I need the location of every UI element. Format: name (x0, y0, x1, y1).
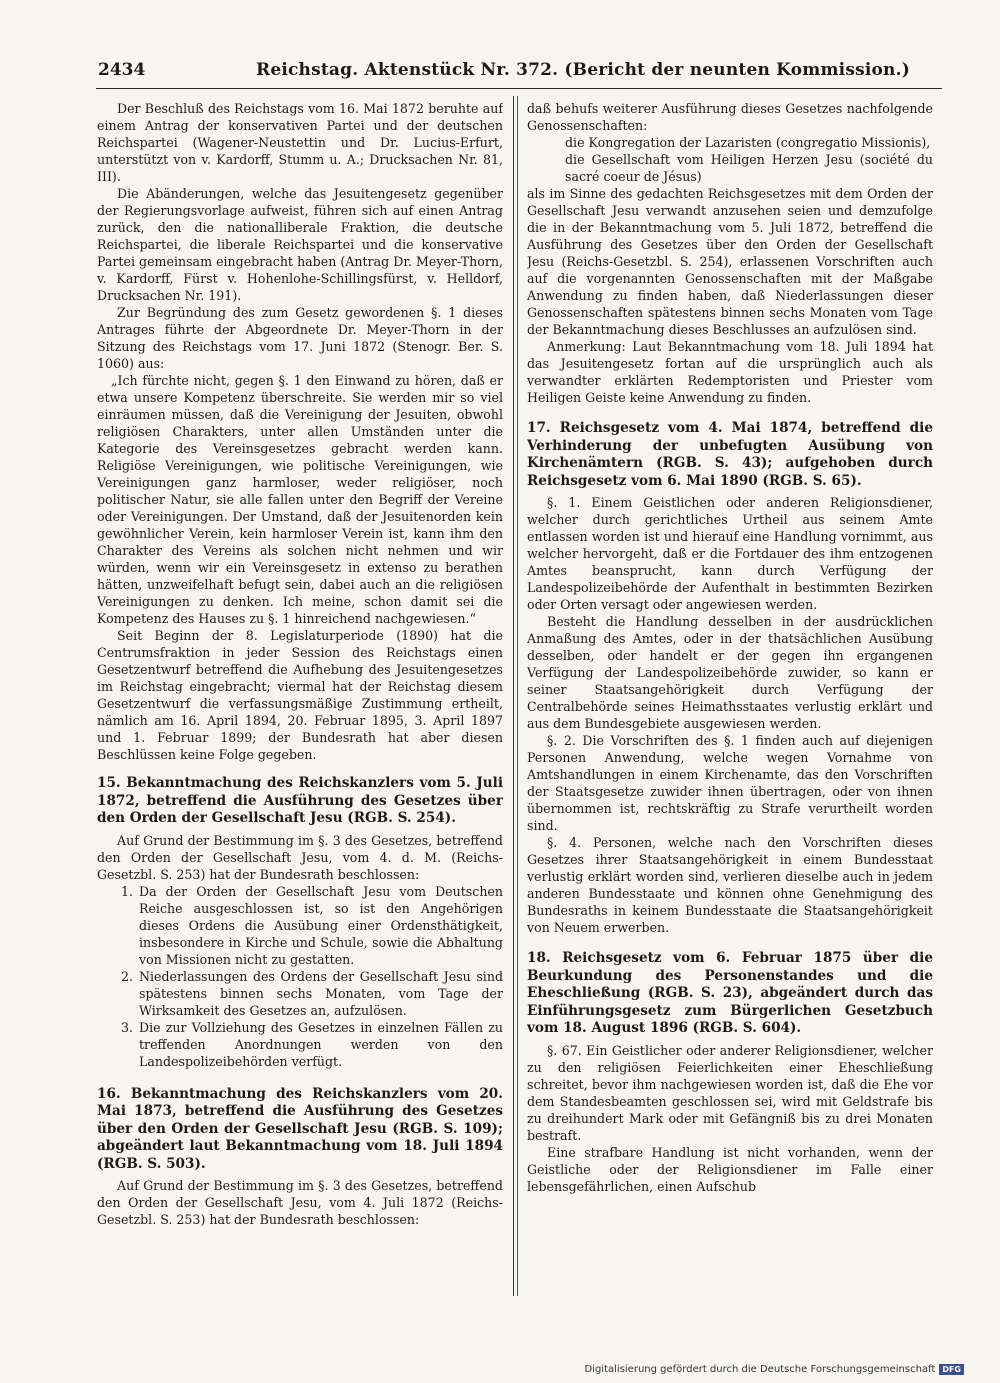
digitization-footer (584, 1364, 964, 1375)
list-item-text: Niederlassungen des Ordens der Gesellschaft Jesu sind spätestens binnen sechs Monaten, vom Tage der Wirksamkeit des Gesetzes an, aufzulösen. (139, 968, 503, 1018)
section-18-paragraph: Eine strafbare Handlung ist nicht vorhanden, wenn der Geistliche oder der Religionsdiener im Falle einer lebensgefährlichen, einen Aufschub (527, 1144, 933, 1194)
speech-quote: „Ich fürchte nicht, gegen §. 1 den Einwand zu hören, daß er etwa unsere Kompetenz überschreite. Sie werden mir so viel einräumen müssen, daß die Vereinigung der Jesuiten, obwohl religiösen Charakters, unter allen Umständen unter die Kategorie des Vereinsgesetzes gebracht werden kann. Religiöse Vereinigungen, wie politische Vereinigungen, wie Vereinigungen ganz harmloser, weder religiöser, noch politischer Natur, sie alle fallen unter den Begriff der Vereine oder Vereinigungen. Der Umstand, daß der Jesuitenorden kein gewöhnlicher Verein, kein harmloser Verein ist, kann ihm den Charakter des Vereins als solchen nicht nehmen und wir würden, wenn wir ein Vereinsgesetz in extenso zu berathen hätten, unzweifelhaft befugt sein, dabei auch an die religiösen Vereinigungen zu denken. Ich meine, schon damit sei die Kompetenz des Hauses zu §. 1 hinreichend nachgewiesen.“ (97, 373, 503, 626)
section-18-paragraph: §. 67. Ein Geistlicher oder anderer Religionsdiener, welcher zu den religiösen Feierlichkeiten einer Eheschließung schreitet, bevor ihm nachgewiesen worden ist, daß die Ehe vor dem Standesbeamten geschlossen sei, wird mit Geldstrafe bis zu dreihundert Mark oder mit Gefängniß bis zu drei Monaten bestraft. (527, 1042, 933, 1143)
page-number: 2434 (98, 60, 146, 80)
dfg-logo: DFG (939, 1364, 964, 1375)
page-header (96, 58, 942, 89)
list-item (97, 968, 503, 1019)
running-title: Reichstag. Aktenstück Nr. 372. (Bericht der neunten Kommission.) (256, 60, 910, 80)
closing-paragraph: Seit Beginn der 8. Legislaturperiode (1890) hat die Centrumsfraktion in jeder Session des Reichstags einen Gesetzentwurf betreffend die Aufhebung des Jesuitengesetzes im Reichstag eingebracht; viermal hat der Reichstag diesem Gesetzentwurf die verfassungsmäßige Zustimmung ertheilt, nämlich am 16. April 1894, 20. Februar 1895, 3. April 1897 und 1. Februar 1899; der Bundesrath hat aber diesen Beschlüssen keine Folge gegeben. (97, 628, 503, 762)
list-item-number: 3. (120, 1019, 133, 1035)
section-15-intro: Auf Grund der Bestimmung im §. 3 des Gesetzes, betreffend den Orden der Gesellschaft Jesu, vom 4. d. M. (Reichs-Gesetzbl. S. 253) hat der Bundesrath beschlossen: (97, 832, 503, 882)
list-item-text: Die zur Vollziehung des Gesetzes in einzelnen Fällen zu treffenden Anordnungen werden von den Landespolizeibehörden verfügt. (139, 1019, 503, 1069)
list-item-text: Da der Orden der Gesellschaft Jesu vom Deutschen Reiche ausgeschlossen ist, so ist den Angehörigen dieses Ordens die Ausübung einer Ordensthätigkeit, insbesondere in Kirche und Schule, sowie die Abhaltung von Missionen nicht zu gestatten. (139, 883, 503, 967)
column-divider (513, 96, 514, 1296)
list-item-number: 2. (120, 968, 133, 984)
section-15-heading: 15. Bekanntmachung des Reichskanzlers vom 5. Juli 1872, betreffend die Ausführung des Gesetzes über den Orden der Gesellschaft Jesu (RGB. S. 254). (97, 775, 503, 826)
left-column (97, 100, 503, 1295)
continuation-text: daß behufs weiterer Ausführung dieses Gesetzes nachfolgende Genossenschaften: (527, 101, 933, 133)
section-16-intro: Auf Grund der Bestimmung im §. 3 des Gesetzes, betreffend den Orden der Gesellschaft Jesu, vom 4. Juli 1872 (Reichs-Gesetzbl. S. 253) hat der Bundesrath beschlossen: (97, 1178, 503, 1227)
intro-paragraph-3: Zur Begründung des zum Gesetz gewordenen §. 1 dieses Antrages führte der Abgeordnete Dr. Meyer-Thorn in der Sitzung des Reichstags vom 17. Juni 1872 (Stenogr. Ber. S. 1060) aus: (97, 305, 503, 371)
intro-paragraph-1: Der Beschluß des Reichstags vom 16. Mai 1872 beruhte auf einem Antrag der konservativen Partei und der deutschen Reichspartei (Wagener-Neustettin und Dr. Lucius-Erfurt, unterstützt von v. Kardorff, Stumm u. A.; Drucksachen Nr. 81, III). (97, 101, 503, 184)
list-item (97, 1019, 503, 1070)
note-paragraph: Anmerkung: Laut Bekanntmachung vom 18. Juli 1894 hat das Jesuitengesetz fortan auf die ursprünglich auch als verwandter erklärten Redemptoristen und Priester vom Heiligen Geiste keine Anwendung zu finden. (527, 339, 933, 405)
congregation-list (527, 134, 933, 185)
intro-paragraph-2: Die Abänderungen, welche das Jesuitengesetz gegenüber der Regierungsvorlage aufweist, führen sich auf einen Antrag zurück, den die nationalliberale Fraktion, die deutsche Reichspartei, die liberale Reichspartei und die konservative Partei gemeinsam eingebracht haben (Antrag Dr. Meyer-Thorn, v. Kardorff, Fürst v. Hohenlohe-Schillingsfürst, v. Helldorf, Drucksachen Nr. 191). (97, 186, 503, 303)
list-item (97, 883, 503, 968)
section-17-paragraph: §. 2. Die Vorschriften des §. 1 finden auch auf diejenigen Personen Anwendung, welche wegen Vornahme von Amtshandlungen in einem Kirchenamte, das den Vorschriften der Staatsgesetze zuwider ihnen übertragen, oder von ihnen übernommen ist, rechtskräftig zu Strafe verurtheilt worden sind. (527, 733, 933, 833)
congregation-item: die Gesellschaft vom Heiligen Herzen Jesu (société du sacré coeur de Jésus) (565, 152, 933, 184)
column-divider-inner (517, 96, 518, 1296)
footer-text: Digitalisierung gefördert durch die Deutsche Forschungsgemeinschaft (584, 1364, 936, 1375)
section-17-paragraph: Besteht die Handlung desselben in der ausdrücklichen Anmaßung des Amtes, oder in der thatsächlichen Ausübung desselben, oder handelt er der gegen ihn ergangenen Verfügung der Landespolizeibehörde zuwider, so kann er seiner Staatsangehörigkeit durch Verfügung der Centralbehörde seines Heimathsstaates verlustig erklärt und aus dem Bundesgebiete ausgewiesen werden. (527, 614, 933, 731)
right-column (527, 100, 933, 1295)
section-17-paragraph: §. 4. Personen, welche nach den Vorschriften dieses Gesetzes ihrer Staatsangehörigkeit in einem Bundesstaat verlustig erklärt worden sind, verlieren dieselbe auch in jedem anderen Bundesstaate und können ohne Genehmigung des Bundesraths in keinem Bundesstaate die Staatsangehörigkeit von Neuem erwerben. (527, 835, 933, 935)
section-17-heading: 17. Reichsgesetz vom 4. Mai 1874, betreffend die Verhinderung der unbefugten Ausübung von Kirchenämtern (RGB. S. 43); aufgehoben durch Reichsgesetz vom 6. Mai 1890 (RGB. S. 65). (527, 420, 933, 489)
section-16-heading: 16. Bekanntmachung des Reichskanzlers vom 20. Mai 1873, betreffend die Ausführung des Gesetzes über den Orden der Gesellschaft Jesu (RGB. S. 109); abgeändert laut Bekanntmachung vom 18. Juli 1894 (RGB. S. 503). (97, 1085, 503, 1172)
after-list-paragraph: als im Sinne des gedachten Reichsgesetzes mit dem Orden der Gesellschaft Jesu verwandt anzusehen seien und demzufolge die in der Bekanntmachung vom 5. Juli 1872, betreffend die Ausführung des Gesetzes über den Orden der Gesellschaft Jesu (Reichs-Gesetzbl. S. 254), erlassenen Vorschriften auch auf die vorgenannten Genossenschaften mit der Maßgabe Anwendung zu finden haben, daß Niederlassungen dieser Genossenschaften spätestens binnen sechs Monaten vom Tage der Bekanntmachung dieses Beschlusses an aufzulösen sind. (527, 186, 933, 337)
section-17-paragraph: §. 1. Einem Geistlichen oder anderen Religionsdiener, welcher durch gerichtliches Urtheil aus seinem Amte entlassen worden ist und hierauf eine Handlung vornimmt, aus welcher hervorgeht, daß er die Fortdauer des ihm entzogenen Amtes beansprucht, kann durch Verfügung der Landespolizeibehörde der Aufenthalt in bestimmten Bezirken oder Orten versagt oder angewiesen werden. (527, 495, 933, 612)
section-18-heading: 18. Reichsgesetz vom 6. Februar 1875 über die Beurkundung des Personenstandes und die Eheschließung (RGB. S. 23), abgeändert durch das Einführungsgesetz zum Bürgerlichen Gesetzbuch vom 18. August 1896 (RGB. S. 604). (527, 950, 933, 1036)
list-item-number: 1. (120, 883, 133, 899)
congregation-item: die Kongregation der Lazaristen (congregatio Missionis), (565, 135, 931, 150)
